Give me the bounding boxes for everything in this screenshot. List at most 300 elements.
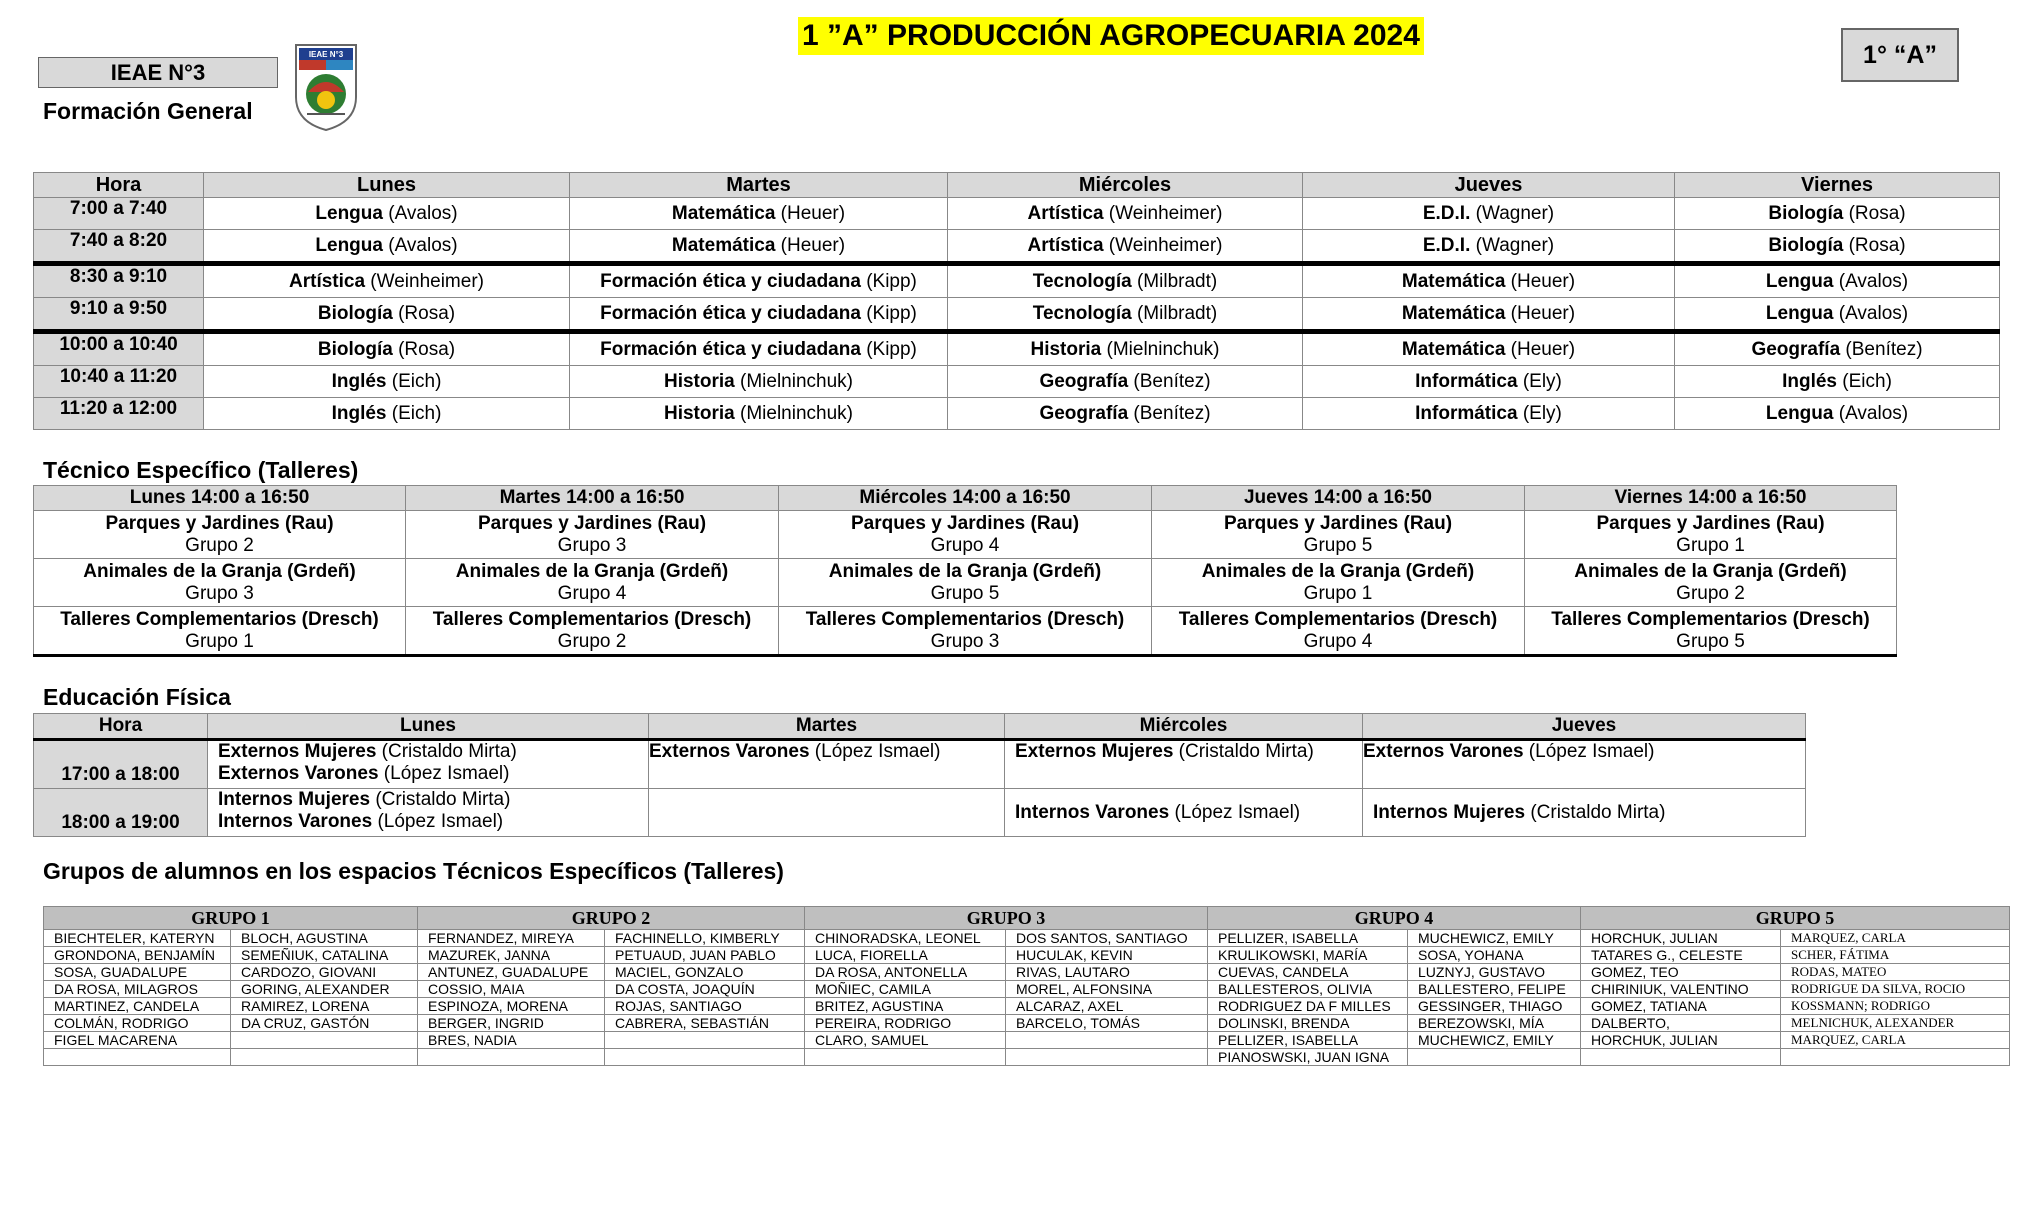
schedule-row <box>34 398 2000 430</box>
class-cell <box>570 332 948 366</box>
teacher-name: (Rosa) <box>392 302 456 324</box>
fisica-title: Educación Física <box>43 684 231 710</box>
student-name <box>418 1049 605 1066</box>
student-name <box>1006 1049 1208 1066</box>
workshop-cell <box>406 559 779 607</box>
subject-name: Externos Varones <box>1363 741 1524 762</box>
subject-name: Biología <box>317 338 393 360</box>
schedule-row <box>34 264 2000 298</box>
student-name: GORING, ALEXANDER <box>231 981 418 998</box>
student-name: HORCHUK, JULIAN <box>1581 1032 1781 1049</box>
teacher-name: (Weinheimer) <box>1103 202 1223 224</box>
subject-name: Informática <box>1415 402 1518 424</box>
pe-cell <box>208 789 649 837</box>
workshop-name: Parques y Jardines (Rau) <box>477 512 707 534</box>
subject-name: Inglés <box>331 370 387 392</box>
workshop-cell <box>406 607 779 656</box>
student-name <box>605 1032 805 1049</box>
workshop-name: Talleres Complementarios (Dresch) <box>432 608 752 630</box>
student-name: RODRIGUEZ DA F MILLES <box>1208 998 1408 1015</box>
class-cell <box>204 398 570 430</box>
student-name: BIECHTELER, KATERYN <box>44 930 231 947</box>
column-header: Hora <box>34 714 208 740</box>
workshop-group: Grupo 5 <box>1303 534 1373 556</box>
group-header: GRUPO 1 <box>44 907 418 930</box>
student-row <box>44 1049 2010 1066</box>
workshop-group: Grupo 1 <box>185 630 254 652</box>
teacher-name: (Rosa) <box>1843 234 1906 256</box>
page-title: 1 ”A” PRODUCCIÓN AGROPECUARIA 2024 <box>798 17 1424 55</box>
workshop-name: Talleres Complementarios (Dresch) <box>1178 608 1498 630</box>
student-row <box>44 998 2010 1015</box>
pe-entry <box>1015 802 1362 824</box>
subject-name: Matemática <box>1401 270 1506 292</box>
schedule-row <box>34 198 2000 230</box>
column-header: Viernes 14:00 a 16:50 <box>1525 486 1897 511</box>
column-header: Jueves <box>1303 173 1675 198</box>
workshop-row <box>34 511 1897 559</box>
teacher-name: (López Ismael) <box>809 741 941 762</box>
teacher-name: (Kipp) <box>860 338 917 360</box>
teacher-name: (Heuer) <box>1505 338 1576 360</box>
student-name: GESSINGER, THIAGO <box>1408 998 1581 1015</box>
column-header: Lunes <box>204 173 570 198</box>
workshop-cell <box>1152 559 1525 607</box>
hour-cell: 17:00 a 18:00 <box>34 740 208 789</box>
workshop-group: Grupo 3 <box>930 630 1000 652</box>
workshop-name: Animales de la Granja (Grdeñ) <box>455 560 729 582</box>
schedule-row <box>34 332 2000 366</box>
workshop-name: Parques y Jardines (Rau) <box>1223 512 1453 534</box>
column-header: Lunes 14:00 a 16:50 <box>34 486 406 511</box>
svg-text:IEAE N°3: IEAE N°3 <box>308 50 344 59</box>
student-row <box>44 930 2010 947</box>
teacher-name: (Weinheimer) <box>1103 234 1223 256</box>
student-name <box>1006 1032 1208 1049</box>
class-cell <box>1675 230 2000 264</box>
teacher-name: (Eich) <box>1837 370 1892 392</box>
workshop-row <box>34 607 1897 656</box>
student-name: MOREL, ALFONSINA <box>1006 981 1208 998</box>
subject-name: Matemática <box>671 234 776 256</box>
subject-name: Biología <box>1768 202 1844 224</box>
student-name: DA CRUZ, GASTÓN <box>231 1015 418 1032</box>
class-cell <box>1675 298 2000 332</box>
workshop-group: Grupo 2 <box>185 534 254 556</box>
class-cell <box>1303 398 1675 430</box>
student-name: TATARES G., CELESTE <box>1581 947 1781 964</box>
subject-name: Externos Varones <box>218 763 379 784</box>
teacher-name: (López Ismael) <box>378 763 510 784</box>
student-name: SOSA, YOHANA <box>1408 947 1581 964</box>
subject-name: Lengua <box>1765 302 1834 324</box>
group-header: GRUPO 4 <box>1208 907 1581 930</box>
class-cell <box>204 332 570 366</box>
subject-name: E.D.I. <box>1422 202 1471 224</box>
student-name: FIGEL MACARENA <box>44 1032 231 1049</box>
pe-entry <box>649 741 1004 763</box>
workshop-name: Talleres Complementarios (Dresch) <box>60 608 379 630</box>
class-cell <box>570 398 948 430</box>
workshop-group: Grupo 4 <box>557 582 627 604</box>
workshop-cell <box>1152 511 1525 559</box>
student-name <box>1781 1049 2010 1066</box>
workshop-name: Animales de la Granja (Grdeñ) <box>83 560 356 582</box>
student-name: DA COSTA, JOAQUÍN <box>605 981 805 998</box>
teacher-name: (Weinheimer) <box>365 270 484 292</box>
schedule-row <box>34 230 2000 264</box>
workshop-name: Animales de la Granja (Grdeñ) <box>1574 560 1847 582</box>
subject-name: Lengua <box>315 202 383 224</box>
workshop-group: Grupo 5 <box>930 582 1000 604</box>
student-name: MARTINEZ, CANDELA <box>44 998 231 1015</box>
student-name: BALLESTERO, FELIPE <box>1408 981 1581 998</box>
class-cell <box>948 298 1303 332</box>
subject-name: Lengua <box>1765 270 1834 292</box>
subject-name: Lengua <box>1765 402 1834 424</box>
student-name: MELNICHUK, ALEXANDER <box>1781 1015 2010 1032</box>
subject-name: Internos Mujeres <box>218 789 371 810</box>
student-name: MOÑIEC, CAMILA <box>805 981 1006 998</box>
pe-entry <box>218 811 648 833</box>
teacher-name: (Heuer) <box>775 234 846 256</box>
schedule-row <box>34 298 2000 332</box>
student-name: GRONDONA, BENJAMÍN <box>44 947 231 964</box>
teacher-name: (Benítez) <box>1840 338 1923 360</box>
class-cell <box>570 366 948 398</box>
group-header: GRUPO 5 <box>1581 907 2010 930</box>
student-name: CHIRINIUK, VALENTINO <box>1581 981 1781 998</box>
column-header: Martes <box>570 173 948 198</box>
student-name: KOSSMANN; RODRIGO <box>1781 998 2010 1015</box>
student-name: ANTUNEZ, GUADALUPE <box>418 964 605 981</box>
subject-name: Formación ética y ciudadana <box>600 270 861 292</box>
student-name: COSSIO, MAIA <box>418 981 605 998</box>
pe-cell <box>208 740 649 789</box>
student-name: FACHINELLO, KIMBERLY <box>605 930 805 947</box>
student-name: MACIEL, GONZALO <box>605 964 805 981</box>
pe-cell <box>1005 740 1363 789</box>
class-cell <box>204 198 570 230</box>
teacher-name: (Kipp) <box>860 302 917 324</box>
pe-cell <box>1005 789 1363 837</box>
student-name: CLARO, SAMUEL <box>805 1032 1006 1049</box>
student-name: GOMEZ, TATIANA <box>1581 998 1781 1015</box>
class-cell <box>1675 332 2000 366</box>
student-name: MUCHEWICZ, EMILY <box>1408 1032 1581 1049</box>
teacher-name: (Heuer) <box>1505 270 1576 292</box>
class-cell <box>570 230 948 264</box>
subject-name: Informática <box>1415 370 1518 392</box>
class-cell <box>948 366 1303 398</box>
hour-cell: 10:40 a 11:20 <box>34 366 204 398</box>
student-name: RAMIREZ, LORENA <box>231 998 418 1015</box>
class-cell <box>1303 230 1675 264</box>
teacher-name: (Ely) <box>1517 370 1562 392</box>
student-name: BLOCH, AGUSTINA <box>231 930 418 947</box>
student-name: SOSA, GUADALUPE <box>44 964 231 981</box>
workshop-group: Grupo 5 <box>1676 630 1745 652</box>
teacher-name: (Kipp) <box>860 270 917 292</box>
class-cell <box>948 398 1303 430</box>
student-name: SCHER, FÁTIMA <box>1781 947 2010 964</box>
student-name: DOS SANTOS, SANTIAGO <box>1006 930 1208 947</box>
student-name <box>231 1049 418 1066</box>
teacher-name: (Avalos) <box>1833 270 1909 292</box>
formacion-general-table <box>33 172 2000 430</box>
subject-name: Geografía <box>1039 370 1129 392</box>
class-cell <box>570 298 948 332</box>
group-header: GRUPO 2 <box>418 907 805 930</box>
class-cell <box>204 298 570 332</box>
pe-cell <box>1363 789 1806 837</box>
pe-entry <box>1015 741 1362 763</box>
column-header: Jueves 14:00 a 16:50 <box>1152 486 1525 511</box>
subject-name: Externos Varones <box>649 741 810 762</box>
student-name: PELLIZER, ISABELLA <box>1208 1032 1408 1049</box>
grupos-table <box>43 906 2010 1066</box>
student-name: PETUAUD, JUAN PABLO <box>605 947 805 964</box>
teacher-name: (Avalos) <box>382 202 458 224</box>
student-name: BERGER, INGRID <box>418 1015 605 1032</box>
workshop-cell <box>1525 559 1897 607</box>
pe-entry <box>1373 802 1805 824</box>
student-name: CABRERA, SEBASTIÁN <box>605 1015 805 1032</box>
student-row <box>44 964 2010 981</box>
teacher-name: (López Ismael) <box>372 811 504 832</box>
formacion-general-title: Formación General <box>43 98 253 124</box>
class-cell <box>570 198 948 230</box>
teacher-name: (Cristaldo Mirta) <box>370 789 511 810</box>
student-name: GOMEZ, TEO <box>1581 964 1781 981</box>
class-cell <box>948 332 1303 366</box>
column-header: Lunes <box>208 714 649 740</box>
teacher-name: (Avalos) <box>382 234 458 256</box>
student-name: CHINORADSKA, LEONEL <box>805 930 1006 947</box>
student-name: DA ROSA, MILAGROS <box>44 981 231 998</box>
fisica-table <box>33 713 1806 837</box>
subject-name: Artística <box>1027 234 1104 256</box>
student-name: ROJAS, SANTIAGO <box>605 998 805 1015</box>
workshop-group: Grupo 2 <box>1676 582 1745 604</box>
subject-name: Lengua <box>315 234 383 256</box>
student-name: BRITEZ, AGUSTINA <box>805 998 1006 1015</box>
school-name: IEAE N°3 <box>38 57 278 88</box>
workshop-group: Grupo 3 <box>557 534 627 556</box>
workshop-group: Grupo 4 <box>930 534 1000 556</box>
student-name <box>1581 1049 1781 1066</box>
workshop-name: Animales de la Granja (Grdeñ) <box>1201 560 1475 582</box>
teacher-name: (López Ismael) <box>1169 801 1301 823</box>
subject-name: Historia <box>663 402 735 424</box>
workshop-name: Talleres Complementarios (Dresch) <box>1551 608 1870 630</box>
student-name: BARCELO, TOMÁS <box>1006 1015 1208 1032</box>
subject-name: Externos Mujeres <box>218 741 377 762</box>
student-name <box>805 1049 1006 1066</box>
workshop-cell <box>34 511 406 559</box>
class-cell <box>948 230 1303 264</box>
hour-cell: 7:00 a 7:40 <box>34 198 204 230</box>
teacher-name: (Avalos) <box>1833 302 1909 324</box>
workshop-group: Grupo 4 <box>1303 630 1373 652</box>
student-name: MAZUREK, JANNA <box>418 947 605 964</box>
pe-cell <box>649 740 1005 789</box>
subject-name: Formación ética y ciudadana <box>600 302 861 324</box>
teacher-name: (Mielninchuk) <box>734 370 853 392</box>
subject-name: E.D.I. <box>1422 234 1471 256</box>
workshop-group: Grupo 3 <box>185 582 254 604</box>
workshop-name: Parques y Jardines (Rau) <box>1596 512 1825 534</box>
student-name <box>44 1049 231 1066</box>
subject-name: Historia <box>1030 338 1102 360</box>
student-name: COLMÁN, RODRIGO <box>44 1015 231 1032</box>
subject-name: Matemática <box>1401 302 1506 324</box>
group-header: GRUPO 3 <box>805 907 1208 930</box>
student-name: MARQUEZ, CARLA <box>1781 1032 2010 1049</box>
teacher-name: (Wagner) <box>1470 234 1555 256</box>
class-cell <box>1303 264 1675 298</box>
class-cell <box>1675 398 2000 430</box>
teacher-name: (Heuer) <box>1505 302 1576 324</box>
student-name: LUCA, FIORELLA <box>805 947 1006 964</box>
subject-name: Matemática <box>1401 338 1506 360</box>
course-badge: 1° “A” <box>1841 28 1959 82</box>
school-logo <box>293 42 359 132</box>
hour-cell: 8:30 a 9:10 <box>34 264 204 298</box>
workshop-cell <box>406 511 779 559</box>
subject-name: Biología <box>1768 234 1844 256</box>
pe-cell <box>1363 740 1806 789</box>
hour-cell: 7:40 a 8:20 <box>34 230 204 264</box>
class-cell <box>204 366 570 398</box>
student-name: ALCARAZ, AXEL <box>1006 998 1208 1015</box>
class-cell <box>1303 366 1675 398</box>
tecnico-table <box>33 485 1897 657</box>
student-name: ESPINOZA, MORENA <box>418 998 605 1015</box>
grupos-title: Grupos de alumnos en los espacios Técnicos Específicos (Talleres) <box>43 858 784 884</box>
student-name: BRES, NADIA <box>418 1032 605 1049</box>
subject-name: Artística <box>289 270 366 292</box>
subject-name: Externos Mujeres <box>1015 741 1174 762</box>
class-cell <box>948 264 1303 298</box>
subject-name: Inglés <box>1782 370 1837 392</box>
teacher-name: (Cristaldo Mirta) <box>376 741 517 762</box>
class-cell <box>570 264 948 298</box>
column-header: Jueves <box>1363 714 1806 740</box>
teacher-name: (Wagner) <box>1470 202 1555 224</box>
student-name: DALBERTO, <box>1581 1015 1781 1032</box>
teacher-name: (Eich) <box>386 402 442 424</box>
teacher-name: (Mielninchuk) <box>1101 338 1220 360</box>
class-cell <box>204 264 570 298</box>
class-cell <box>1675 198 2000 230</box>
student-name: RODAS, MATEO <box>1781 964 2010 981</box>
subject-name: Geografía <box>1751 338 1841 360</box>
class-cell <box>1303 298 1675 332</box>
student-name <box>231 1032 418 1049</box>
student-name: BEREZOWSKI, MÍA <box>1408 1015 1581 1032</box>
workshop-cell <box>1152 607 1525 656</box>
teacher-name: (Rosa) <box>392 338 456 360</box>
subject-name: Internos Mujeres <box>1373 801 1526 823</box>
pe-entry <box>218 741 648 763</box>
subject-name: Tecnología <box>1032 302 1132 324</box>
pe-entry <box>1363 741 1805 763</box>
workshop-cell <box>779 511 1152 559</box>
teacher-name: (Milbradt) <box>1131 270 1218 292</box>
student-name: MARQUEZ, CARLA <box>1781 930 2010 947</box>
workshop-name: Talleres Complementarios (Dresch) <box>805 608 1125 630</box>
teacher-name: (Avalos) <box>1833 402 1909 424</box>
student-row <box>44 947 2010 964</box>
student-name <box>605 1049 805 1066</box>
subject-name: Formación ética y ciudadana <box>600 338 861 360</box>
column-header: Miércoles <box>948 173 1303 198</box>
class-cell <box>1303 332 1675 366</box>
student-name: LUZNYJ, GUSTAVO <box>1408 964 1581 981</box>
teacher-name: (Mielninchuk) <box>734 402 853 424</box>
class-cell <box>1303 198 1675 230</box>
student-row <box>44 1015 2010 1032</box>
student-name: HORCHUK, JULIAN <box>1581 930 1781 947</box>
hour-cell: 18:00 a 19:00 <box>34 789 208 837</box>
student-name: RODRIGUE DA SILVA, ROCIO <box>1781 981 2010 998</box>
student-name: DOLINSKI, BRENDA <box>1208 1015 1408 1032</box>
teacher-name: (Milbradt) <box>1131 302 1218 324</box>
teacher-name: (Eich) <box>386 370 442 392</box>
tecnico-title: Técnico Específico (Talleres) <box>43 457 359 483</box>
class-cell <box>948 198 1303 230</box>
student-name: FERNANDEZ, MIREYA <box>418 930 605 947</box>
class-cell <box>204 230 570 264</box>
student-row <box>44 981 2010 998</box>
teacher-name: (Cristaldo Mirta) <box>1173 741 1314 762</box>
student-name: MUCHEWICZ, EMILY <box>1408 930 1581 947</box>
subject-name: Internos Varones <box>218 811 373 832</box>
subject-name: Inglés <box>331 402 387 424</box>
workshop-cell <box>1525 607 1897 656</box>
pe-entry <box>218 789 648 811</box>
workshop-group: Grupo 1 <box>1676 534 1745 556</box>
student-name: DA ROSA, ANTONELLA <box>805 964 1006 981</box>
column-header: Viernes <box>1675 173 2000 198</box>
workshop-cell <box>779 607 1152 656</box>
student-name: KRULIKOWSKI, MARÍA <box>1208 947 1408 964</box>
subject-name: Geografía <box>1039 402 1129 424</box>
student-name: PIANOSWSKI, JUAN IGNA <box>1208 1049 1408 1066</box>
student-name: PEREIRA, RODRIGO <box>805 1015 1006 1032</box>
pe-entry <box>218 763 648 785</box>
teacher-name: (Cristaldo Mirta) <box>1525 801 1666 823</box>
workshop-name: Animales de la Granja (Grdeñ) <box>828 560 1102 582</box>
column-header: Martes 14:00 a 16:50 <box>406 486 779 511</box>
class-cell <box>1675 264 2000 298</box>
pe-row <box>34 789 1806 837</box>
workshop-cell <box>34 607 406 656</box>
student-name: RIVAS, LAUTARO <box>1006 964 1208 981</box>
student-name: SEMEÑIUK, CATALINA <box>231 947 418 964</box>
teacher-name: (Rosa) <box>1843 202 1906 224</box>
subject-name: Matemática <box>671 202 776 224</box>
subject-name: Tecnología <box>1032 270 1132 292</box>
teacher-name: (Ely) <box>1517 402 1562 424</box>
student-name: BALLESTEROS, OLIVIA <box>1208 981 1408 998</box>
workshop-cell <box>1525 511 1897 559</box>
teacher-name: (López Ismael) <box>1523 741 1655 762</box>
teacher-name: (Benítez) <box>1128 402 1211 424</box>
column-header: Miércoles 14:00 a 16:50 <box>779 486 1152 511</box>
workshop-row <box>34 559 1897 607</box>
